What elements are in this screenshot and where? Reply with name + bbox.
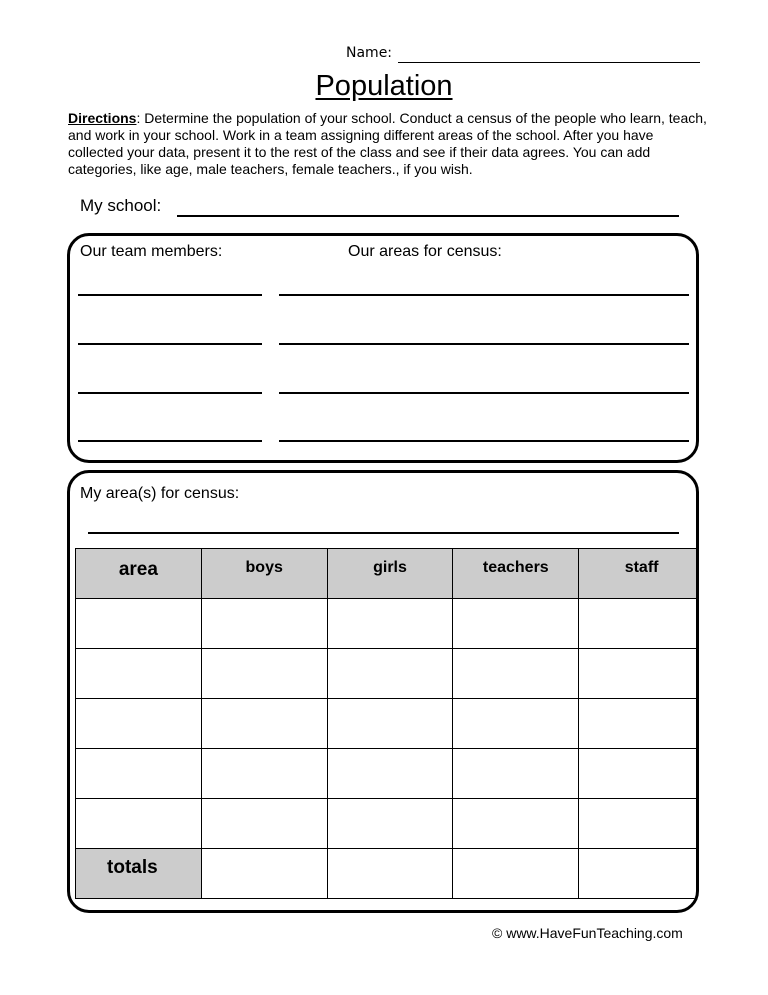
census-areas-label: Our areas for census: (348, 243, 502, 260)
directions-label: Directions (68, 110, 137, 126)
table-cell[interactable] (201, 599, 327, 649)
census-area-line[interactable] (279, 294, 689, 296)
header-area: area (76, 549, 202, 599)
table-cell[interactable] (76, 649, 202, 699)
table-cell[interactable] (76, 699, 202, 749)
table-cell[interactable] (76, 799, 202, 849)
team-member-line[interactable] (78, 392, 262, 394)
table-cell[interactable] (76, 749, 202, 799)
header-staff: staff (579, 549, 699, 599)
my-area-label: My area(s) for census: (80, 485, 240, 502)
totals-label: totals (76, 849, 202, 899)
totals-cell[interactable] (327, 849, 453, 899)
table-cell[interactable] (453, 599, 579, 649)
table-cell[interactable] (579, 599, 699, 649)
table-cell[interactable] (579, 749, 699, 799)
school-label: My school: (80, 196, 162, 215)
name-label: Name: (346, 45, 393, 61)
table-header-row (76, 549, 700, 599)
table-cell[interactable] (327, 799, 453, 849)
table-cell[interactable] (579, 799, 699, 849)
table-cell[interactable] (76, 599, 202, 649)
header-girls: girls (327, 549, 453, 599)
table-row (76, 649, 700, 699)
census-table (75, 548, 699, 899)
table-cell[interactable] (327, 649, 453, 699)
team-member-line[interactable] (78, 440, 262, 442)
header-boys: boys (201, 549, 327, 599)
directions (68, 110, 708, 178)
table-cell[interactable] (201, 749, 327, 799)
table-row (76, 749, 700, 799)
totals-row (76, 849, 700, 899)
census-area-line[interactable] (279, 343, 689, 345)
team-members-label: Our team members: (80, 243, 223, 260)
team-member-line[interactable] (78, 294, 262, 296)
header-teachers: teachers (453, 549, 579, 599)
table-cell[interactable] (201, 799, 327, 849)
totals-cell[interactable] (201, 849, 327, 899)
table-row (76, 599, 700, 649)
census-area-line[interactable] (279, 392, 689, 394)
team-member-line[interactable] (78, 343, 262, 345)
my-area-line[interactable] (88, 532, 679, 534)
team-box (67, 233, 699, 463)
table-cell[interactable] (453, 699, 579, 749)
table-row (76, 799, 700, 849)
page-title: Population (315, 70, 453, 102)
table-cell[interactable] (327, 749, 453, 799)
table-cell[interactable] (579, 699, 699, 749)
copyright-footer: © www.HaveFunTeaching.com (492, 925, 683, 941)
totals-cell[interactable] (453, 849, 579, 899)
table-cell[interactable] (453, 749, 579, 799)
totals-cell[interactable] (579, 849, 699, 899)
area-box (67, 470, 699, 913)
table-cell[interactable] (453, 649, 579, 699)
school-line[interactable] (177, 215, 679, 217)
name-line[interactable] (398, 62, 700, 63)
table-cell[interactable] (453, 799, 579, 849)
table-cell[interactable] (201, 649, 327, 699)
census-area-line[interactable] (279, 440, 689, 442)
table-cell[interactable] (579, 649, 699, 699)
table-cell[interactable] (327, 599, 453, 649)
table-cell[interactable] (201, 699, 327, 749)
table-row (76, 699, 700, 749)
directions-text: : Determine the population of your school. Conduct a census of the people who learn, teach, and work in your school. Work in a team assigning different areas of the school. After you have collected your data, present it to the rest of the class and see if their data agrees. You can add categories, like age, male teachers, female teachers., if you wish. (68, 110, 707, 177)
table-cell[interactable] (327, 699, 453, 749)
